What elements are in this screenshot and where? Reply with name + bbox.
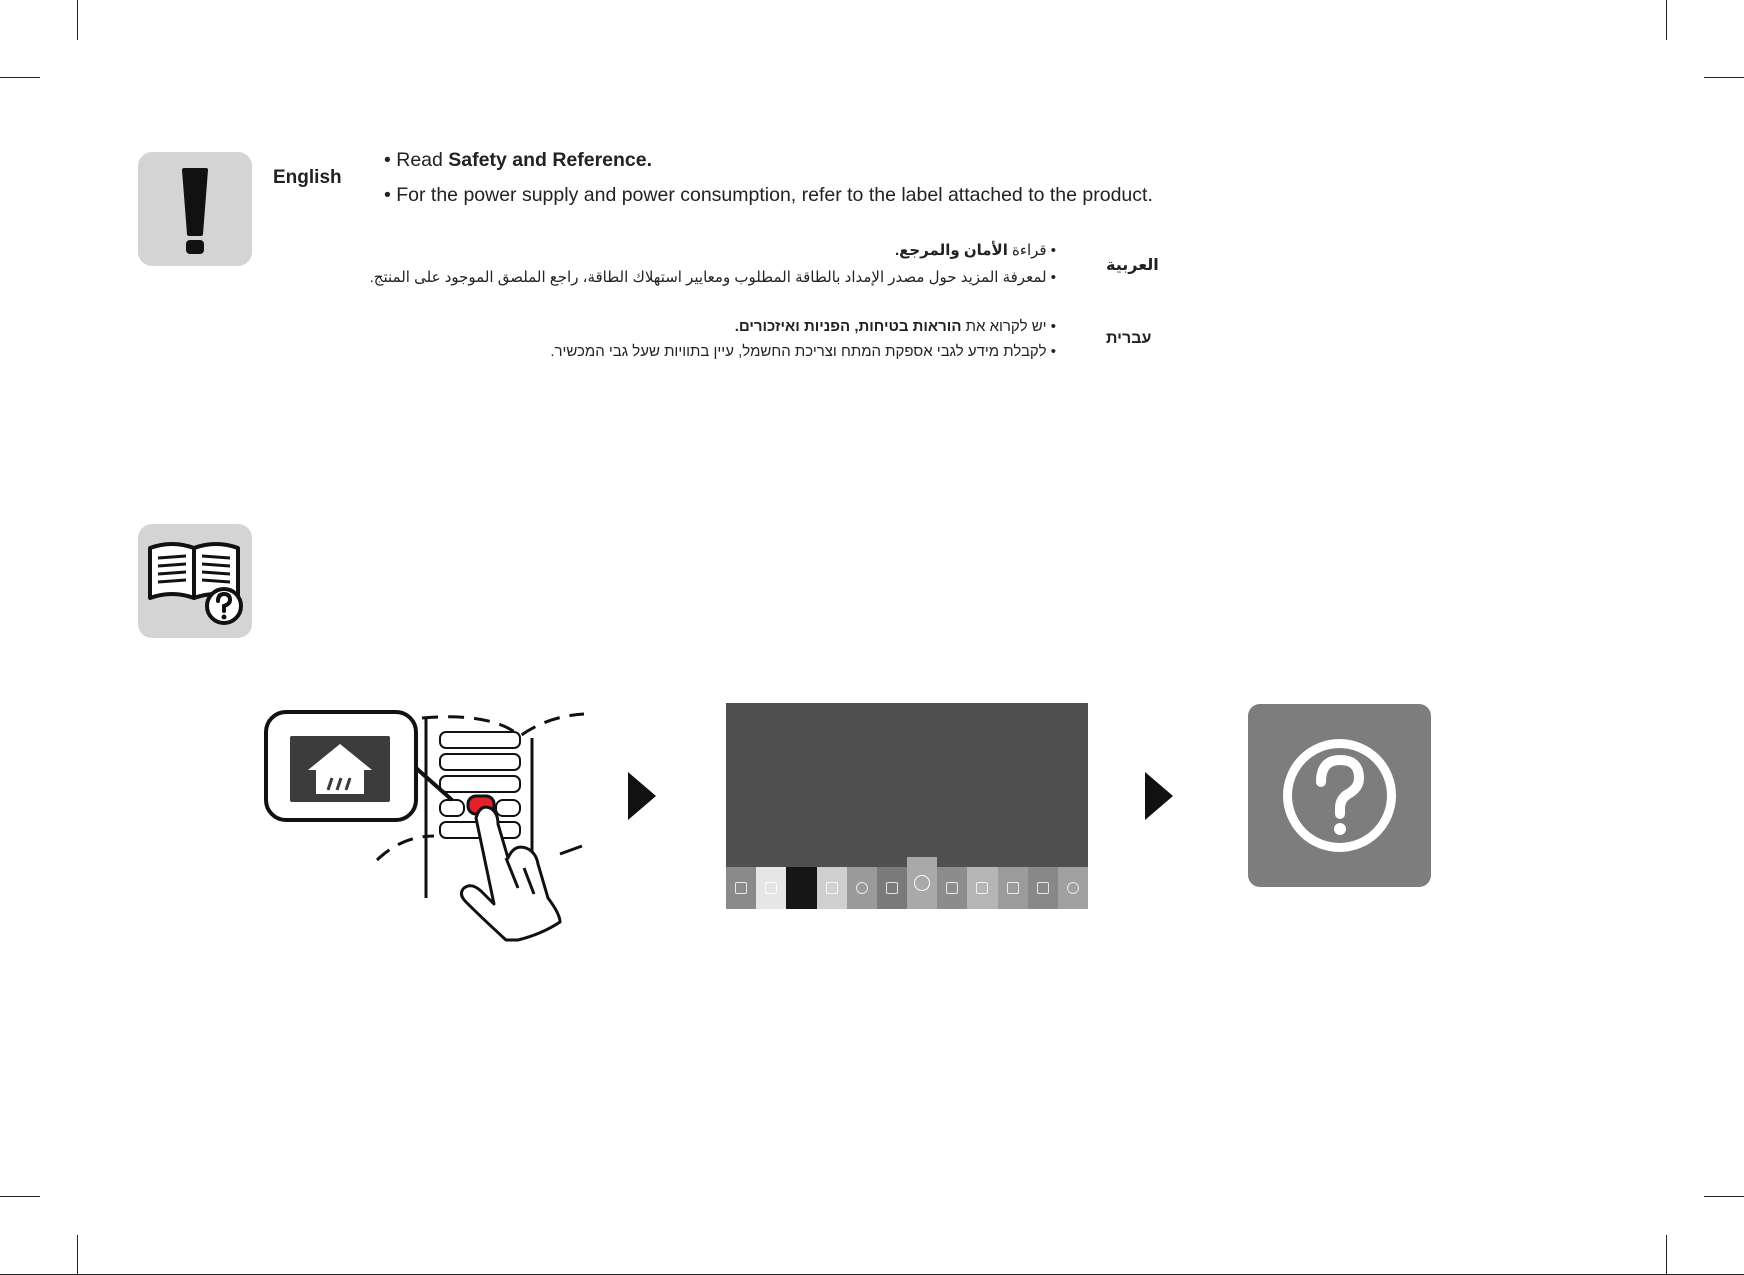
gallery-icon bbox=[976, 882, 988, 894]
hebrew-line-1-text: • יש לקרוא את bbox=[961, 318, 1056, 335]
crop-mark bbox=[1666, 0, 1667, 40]
help-icon-box bbox=[1248, 704, 1431, 887]
launcher-tile[interactable] bbox=[726, 867, 756, 909]
launcher-tile[interactable] bbox=[1028, 867, 1058, 909]
exclamation-icon bbox=[138, 152, 252, 266]
moon-icon bbox=[1067, 882, 1079, 894]
english-line-2: • For the power supply and power consumption, refer to the label attached to the product. bbox=[384, 184, 1153, 206]
hebrew-line-2: • לקבלת מידע לגבי אספקת המתח וצריכת החשמל, עיין בתוויות שעל גבי המכשיר. bbox=[550, 343, 1056, 360]
crop-mark bbox=[0, 1196, 40, 1197]
arabic-line-1-text: • قراءة bbox=[1007, 242, 1056, 259]
launcher-tile[interactable] bbox=[786, 867, 816, 909]
label-arabic: العربية bbox=[1106, 257, 1159, 274]
help-icon bbox=[914, 875, 930, 891]
launcher-tile[interactable] bbox=[937, 867, 967, 909]
crop-mark bbox=[1666, 1235, 1667, 1275]
remote-home-button-icon bbox=[262, 708, 592, 948]
manual-icon-box bbox=[138, 524, 252, 638]
launcher-tile[interactable] bbox=[998, 867, 1028, 909]
new-icon bbox=[735, 882, 747, 894]
arabic-line-2: • لمعرفة المزيد حول مصدر الإمداد بالطاقة المطلوب ومعايير استهلاك الطاقة، راجع الملصق الموجود على المنتج. bbox=[369, 269, 1056, 286]
launcher-tile[interactable] bbox=[967, 867, 997, 909]
crop-mark bbox=[1704, 77, 1744, 78]
launcher-tile-help[interactable] bbox=[907, 857, 937, 909]
arabic-line-1-bold: الأمان والمرجع. bbox=[894, 242, 1008, 259]
launcher-tile[interactable] bbox=[877, 867, 907, 909]
record-icon bbox=[1037, 882, 1049, 894]
label-english: English bbox=[273, 167, 342, 188]
hebrew-line-1 bbox=[735, 318, 1056, 335]
launcher-tile[interactable] bbox=[817, 867, 847, 909]
crop-mark bbox=[77, 0, 78, 40]
launcher-tile[interactable] bbox=[756, 867, 786, 909]
app-icon bbox=[826, 882, 838, 894]
robot-icon bbox=[1007, 882, 1019, 894]
launcher-tile[interactable] bbox=[847, 867, 877, 909]
hebrew-line-1-bold: הוראות בטיחות, הפניות ואיזכורים. bbox=[734, 318, 962, 335]
english-line-1-text: • Read bbox=[384, 149, 449, 171]
tv-screen bbox=[726, 703, 1088, 909]
crop-mark bbox=[77, 1235, 78, 1275]
caution-icon-box bbox=[138, 152, 252, 266]
english-line-1 bbox=[384, 149, 652, 172]
question-mark-icon bbox=[1248, 704, 1431, 887]
launcher-bar bbox=[726, 867, 1088, 909]
crop-mark bbox=[1704, 1196, 1744, 1197]
safety-reference-title: Safety and Reference. bbox=[448, 149, 653, 171]
label-hebrew: עברית bbox=[1106, 330, 1152, 347]
blank-icon bbox=[796, 883, 806, 893]
manual-help-icon bbox=[138, 524, 252, 638]
launcher-tile[interactable] bbox=[1058, 867, 1088, 909]
photo-icon bbox=[946, 882, 958, 894]
arrow-right-icon bbox=[628, 772, 656, 820]
tv-icon bbox=[765, 882, 777, 894]
arabic-line-1 bbox=[895, 241, 1056, 259]
globe-icon bbox=[856, 882, 868, 894]
arrow-right-icon bbox=[1145, 772, 1173, 820]
crop-mark bbox=[0, 77, 40, 78]
settings-icon bbox=[886, 882, 898, 894]
